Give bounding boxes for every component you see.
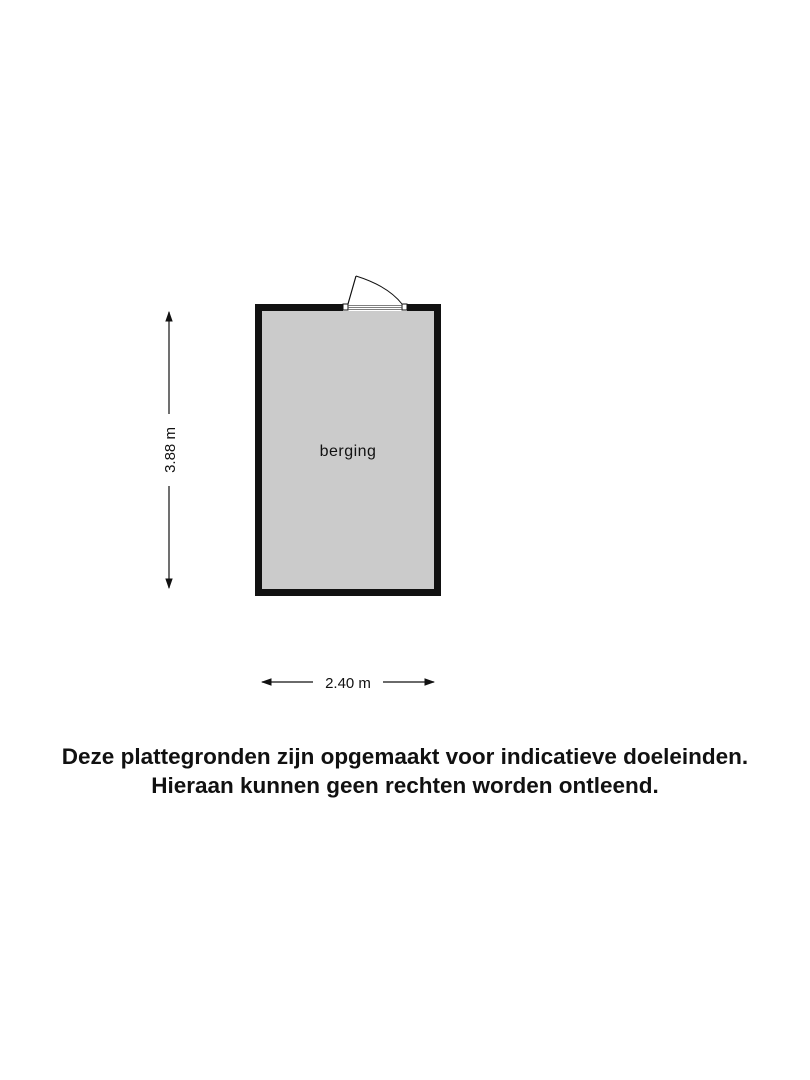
height-label: 3.88 m <box>162 427 179 473</box>
disclaimer <box>0 742 810 800</box>
disclaimer-line-2: Hieraan kunnen geen rechten worden ontleend. <box>151 773 659 798</box>
disclaimer-line-1: Deze plattegronden zijn opgemaakt voor indicatieve doeleinden. <box>61 744 749 769</box>
room-label: berging <box>319 443 377 460</box>
width-dimension <box>262 675 434 692</box>
width-label: 2.40 m <box>325 675 371 692</box>
height-dimension <box>162 312 179 588</box>
door <box>343 276 407 311</box>
